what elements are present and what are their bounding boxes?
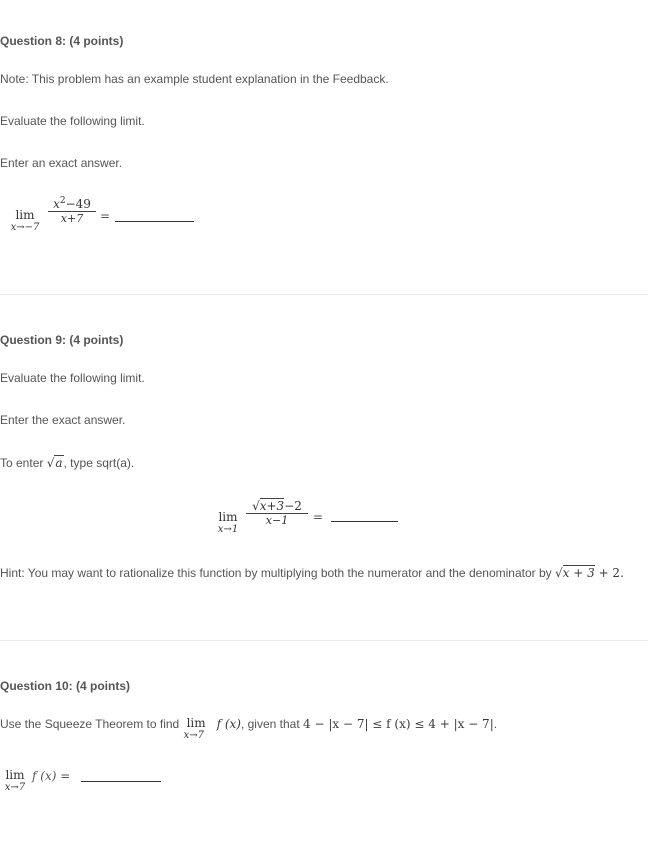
sqrt-example: √a — [46, 456, 63, 470]
hint-rest: + 2. — [594, 566, 624, 580]
fraction-denominator: x−1 — [265, 514, 289, 527]
limit-operator — [210, 510, 246, 535]
lim-subscript: x→1 — [217, 524, 239, 535]
fraction — [48, 196, 96, 225]
question-note: Note: This problem has an example student explanation in the Feedback. — [0, 72, 389, 86]
squeeze-inequality: 4 − |x − 7| ≤ f (x) ≤ 4 + |x − 7| — [303, 717, 494, 731]
lim-word: lim — [186, 716, 206, 730]
limit-operator — [3, 208, 47, 233]
sqrt-hint-post: , type sqrt(a). — [63, 456, 135, 470]
limit-operator — [0, 768, 30, 793]
hint-text: Hint: You may want to rationalize this function by multiplying both the numerator and the denominator by — [0, 566, 555, 580]
lim-word: lim — [5, 768, 25, 782]
question-instruction — [0, 717, 497, 747]
question-instruction: Evaluate the following limit. — [0, 371, 145, 385]
fraction-numerator: √x+3−2 — [252, 499, 302, 513]
question-instruction: Evaluate the following limit. — [0, 114, 145, 128]
sqrt-radicand: a — [55, 456, 63, 470]
equals-sign: = — [313, 510, 324, 524]
question-title: Question 10: (4 points) — [0, 679, 131, 693]
question-divider — [0, 640, 648, 641]
num-rest: −2 — [284, 499, 302, 513]
equals-sign: = — [100, 209, 111, 223]
num-base: x — [53, 197, 60, 211]
instruction-end: . — [493, 717, 498, 731]
fraction-denominator: x+7 — [60, 212, 84, 225]
answer-blank[interactable] — [331, 521, 398, 522]
question-divider — [0, 294, 648, 295]
num-radicand: x+3 — [259, 499, 285, 513]
limit-operator — [183, 716, 217, 741]
fraction — [246, 499, 308, 527]
lim-word: lim — [218, 510, 238, 524]
num-rest: −49 — [65, 197, 91, 211]
instruction-mid: , given that — [240, 717, 303, 731]
lim-subscript: x→7 — [183, 730, 204, 741]
limit-function: f (x) = — [32, 769, 71, 783]
answer-format-hint: Enter the exact answer. — [0, 413, 126, 427]
lim-word: lim — [15, 208, 35, 222]
instruction-pre: Use the Squeeze Theorem to find — [0, 717, 183, 731]
sqrt-hint-pre: To enter — [0, 456, 47, 470]
answer-blank[interactable] — [81, 781, 161, 782]
question-title: Question 9: (4 points) — [0, 333, 124, 347]
question-title: Question 8: (4 points) — [0, 34, 124, 48]
sqrt-entry-hint — [0, 455, 134, 470]
lim-subscript: x→−7 — [10, 222, 40, 233]
lim-subscript: x→7 — [4, 782, 26, 793]
hint-radicand: x + 3 — [562, 566, 595, 580]
num-exponent: 2 — [59, 196, 66, 206]
answer-format-hint: Enter an exact answer. — [0, 156, 123, 170]
hint-expression: √x + 3 + 2. — [555, 566, 624, 580]
rationalize-hint — [0, 566, 624, 580]
answer-blank[interactable] — [115, 221, 194, 222]
fraction-numerator — [48, 196, 96, 211]
limit-function: f (x) — [216, 717, 241, 731]
